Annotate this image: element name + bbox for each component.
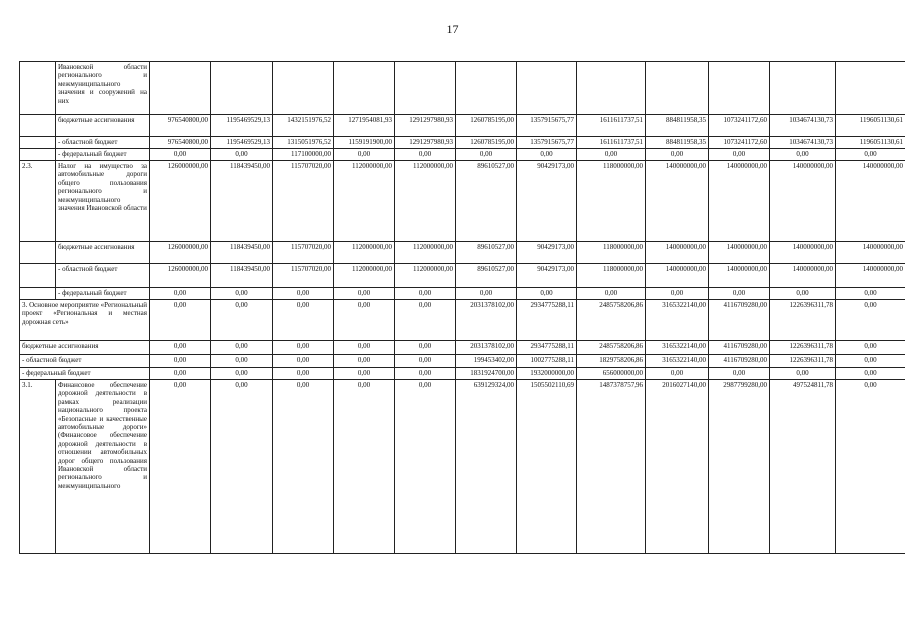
- value-cell: 1196051130,61: [836, 137, 905, 149]
- table-row: [20, 161, 905, 242]
- value-cell: 118000000,00: [577, 242, 646, 264]
- value-cell: 118000000,00: [577, 264, 646, 288]
- value-cell: 0,00: [273, 355, 334, 368]
- value-cell: 1196051130,61: [836, 115, 905, 137]
- value-cell: 1073241172,60: [709, 137, 770, 149]
- value-cell: 4116709280,00: [709, 355, 770, 368]
- value-cell: 115707020,00: [273, 242, 334, 264]
- value-cell: 1357915675,77: [517, 115, 577, 137]
- value-cell: 1260785195,00: [456, 115, 517, 137]
- value-cell: 0,00: [577, 149, 646, 161]
- table-row: [20, 300, 905, 341]
- value-cell: [770, 62, 836, 115]
- value-cell: 140000000,00: [646, 161, 709, 242]
- value-cell: 0,00: [709, 288, 770, 300]
- value-cell: 1611611737,51: [577, 137, 646, 149]
- value-cell: 0,00: [836, 300, 905, 341]
- row-label: бюджетные ассигнования: [56, 115, 150, 137]
- value-cell: 126000000,00: [150, 161, 211, 242]
- value-cell: [150, 62, 211, 115]
- budget-table: [19, 61, 905, 554]
- value-cell: 0,00: [395, 288, 456, 300]
- value-cell: 1073241172,60: [709, 115, 770, 137]
- value-cell: 1226396311,78: [770, 300, 836, 341]
- value-cell: 2485758206,86: [577, 341, 646, 355]
- value-cell: 884811958,35: [646, 137, 709, 149]
- value-cell: 2485758206,86: [577, 300, 646, 341]
- budget-table-body: [20, 62, 905, 554]
- table-row: [20, 137, 905, 149]
- value-cell: 199453402,00: [456, 355, 517, 368]
- value-cell: 0,00: [334, 149, 395, 161]
- value-cell: 140000000,00: [770, 264, 836, 288]
- value-cell: 0,00: [150, 341, 211, 355]
- value-cell: 0,00: [577, 288, 646, 300]
- value-cell: 0,00: [273, 341, 334, 355]
- value-cell: 126000000,00: [150, 264, 211, 288]
- value-cell: 0,00: [517, 149, 577, 161]
- value-cell: 0,00: [334, 288, 395, 300]
- row-index-empty: [20, 242, 56, 264]
- table-row: [20, 115, 905, 137]
- value-cell: 0,00: [836, 368, 905, 380]
- row-label: - областной бюджет: [20, 355, 150, 368]
- value-cell: 140000000,00: [836, 264, 905, 288]
- row-index-empty: [20, 264, 56, 288]
- value-cell: 0,00: [456, 288, 517, 300]
- value-cell: 0,00: [836, 341, 905, 355]
- value-cell: 0,00: [211, 368, 273, 380]
- value-cell: [334, 62, 395, 115]
- table-row: [20, 341, 905, 355]
- value-cell: 0,00: [150, 380, 211, 554]
- value-cell: 1291297980,93: [395, 115, 456, 137]
- value-cell: 0,00: [770, 149, 836, 161]
- value-cell: 1195469529,13: [211, 115, 273, 137]
- value-cell: 118439450,00: [211, 161, 273, 242]
- row-index-empty: [20, 149, 56, 161]
- value-cell: 4116709280,00: [709, 341, 770, 355]
- row-index-empty: [20, 115, 56, 137]
- row-label: 3. Основное мероприятие «Региональный проект «Региональная и местная дорожная сеть»: [20, 300, 150, 341]
- row-label: - федеральный бюджет: [56, 149, 150, 161]
- row-label: бюджетные ассигнования: [56, 242, 150, 264]
- value-cell: 0,00: [770, 288, 836, 300]
- row-index: 2.3.: [20, 161, 56, 242]
- value-cell: 89610527,00: [456, 264, 517, 288]
- value-cell: 3165322140,00: [646, 341, 709, 355]
- page-number: 17: [446, 22, 459, 36]
- row-label: Налог на имущество за автомобильные дороги общего пользования регионального и межмуниципального значения Ивановской области: [56, 161, 150, 242]
- value-cell: 0,00: [334, 380, 395, 554]
- value-cell: 90429173,00: [517, 161, 577, 242]
- row-label: - областной бюджет: [56, 264, 150, 288]
- value-cell: 0,00: [395, 380, 456, 554]
- value-cell: 1432151976,52: [273, 115, 334, 137]
- value-cell: 115707020,00: [273, 264, 334, 288]
- value-cell: 1034674130,73: [770, 137, 836, 149]
- row-label: - федеральный бюджет: [20, 368, 150, 380]
- value-cell: 0,00: [456, 149, 517, 161]
- value-cell: 90429173,00: [517, 264, 577, 288]
- value-cell: 0,00: [150, 368, 211, 380]
- value-cell: 112000000,00: [334, 264, 395, 288]
- value-cell: 0,00: [211, 341, 273, 355]
- row-label: Ивановской области регионального и межмуниципального значения и сооружений на них: [56, 62, 150, 115]
- value-cell: 89610527,00: [456, 242, 517, 264]
- value-cell: 0,00: [395, 368, 456, 380]
- value-cell: 112000000,00: [334, 242, 395, 264]
- value-cell: 0,00: [334, 355, 395, 368]
- value-cell: 0,00: [395, 355, 456, 368]
- value-cell: 3165322140,00: [646, 355, 709, 368]
- value-cell: 1159191900,00: [334, 137, 395, 149]
- value-cell: [211, 62, 273, 115]
- value-cell: 2016027140,00: [646, 380, 709, 554]
- value-cell: [577, 62, 646, 115]
- value-cell: 112000000,00: [334, 161, 395, 242]
- value-cell: [456, 62, 517, 115]
- value-cell: 140000000,00: [709, 264, 770, 288]
- value-cell: 0,00: [770, 368, 836, 380]
- value-cell: 0,00: [211, 288, 273, 300]
- value-cell: 2987799280,00: [709, 380, 770, 554]
- value-cell: 117100000,00: [273, 149, 334, 161]
- value-cell: [273, 62, 334, 115]
- value-cell: 2031378102,00: [456, 341, 517, 355]
- value-cell: [836, 62, 905, 115]
- table-row: [20, 62, 905, 115]
- value-cell: 4116709280,00: [709, 300, 770, 341]
- value-cell: 1260785195,00: [456, 137, 517, 149]
- value-cell: 0,00: [150, 149, 211, 161]
- table-row: [20, 288, 905, 300]
- value-cell: 884811958,35: [646, 115, 709, 137]
- value-cell: 118439450,00: [211, 242, 273, 264]
- value-cell: 0,00: [709, 368, 770, 380]
- value-cell: 0,00: [334, 368, 395, 380]
- value-cell: 0,00: [836, 149, 905, 161]
- row-index-empty: [20, 288, 56, 300]
- value-cell: 112000000,00: [395, 161, 456, 242]
- value-cell: 0,00: [334, 341, 395, 355]
- value-cell: 1226396311,78: [770, 341, 836, 355]
- value-cell: 1002775288,11: [517, 355, 577, 368]
- value-cell: 2031378102,00: [456, 300, 517, 341]
- table-row: [20, 368, 905, 380]
- value-cell: 118439450,00: [211, 264, 273, 288]
- value-cell: 89610527,00: [456, 161, 517, 242]
- value-cell: 0,00: [836, 355, 905, 368]
- value-cell: 1611611737,51: [577, 115, 646, 137]
- row-label: бюджетные ассигнования: [20, 341, 150, 355]
- value-cell: 1034674130,73: [770, 115, 836, 137]
- row-label: - областной бюджет: [56, 137, 150, 149]
- value-cell: 140000000,00: [646, 242, 709, 264]
- value-cell: 112000000,00: [395, 264, 456, 288]
- value-cell: 1195469529,13: [211, 137, 273, 149]
- value-cell: 1315051976,52: [273, 137, 334, 149]
- value-cell: 112000000,00: [395, 242, 456, 264]
- value-cell: 0,00: [150, 288, 211, 300]
- value-cell: 140000000,00: [709, 161, 770, 242]
- value-cell: 0,00: [273, 380, 334, 554]
- value-cell: 0,00: [273, 300, 334, 341]
- value-cell: 0,00: [646, 149, 709, 161]
- value-cell: 3165322140,00: [646, 300, 709, 341]
- value-cell: [646, 62, 709, 115]
- value-cell: 0,00: [836, 288, 905, 300]
- value-cell: 0,00: [211, 149, 273, 161]
- value-cell: 140000000,00: [709, 242, 770, 264]
- value-cell: 0,00: [211, 300, 273, 341]
- value-cell: 140000000,00: [646, 264, 709, 288]
- row-index: 3.1.: [20, 380, 56, 554]
- value-cell: 1271954081,93: [334, 115, 395, 137]
- value-cell: 0,00: [395, 149, 456, 161]
- value-cell: 639129324,00: [456, 380, 517, 554]
- table-row: [20, 242, 905, 264]
- value-cell: 0,00: [646, 288, 709, 300]
- table-row: [20, 380, 905, 554]
- value-cell: 2934775288,11: [517, 341, 577, 355]
- value-cell: 0,00: [646, 368, 709, 380]
- value-cell: 126000000,00: [150, 242, 211, 264]
- value-cell: 140000000,00: [770, 161, 836, 242]
- value-cell: [709, 62, 770, 115]
- row-label: Финансовое обеспечение дорожной деятельности в рамках реализации национального проекта «Безопасные и качественные автомобильные дороги» (Финансовое обеспечение дорожной деятельности в отношении автомобильных дорог общего пользования Ивановской области регионального и межмуниципального: [56, 380, 150, 554]
- value-cell: [395, 62, 456, 115]
- value-cell: 656000000,00: [577, 368, 646, 380]
- value-cell: 140000000,00: [836, 242, 905, 264]
- value-cell: 118000000,00: [577, 161, 646, 242]
- row-index-empty: [20, 137, 56, 149]
- value-cell: 1505502110,69: [517, 380, 577, 554]
- value-cell: 0,00: [334, 300, 395, 341]
- value-cell: 976540800,00: [150, 137, 211, 149]
- value-cell: 1831924700,00: [456, 368, 517, 380]
- value-cell: [517, 62, 577, 115]
- value-cell: 1932000000,00: [517, 368, 577, 380]
- value-cell: 1829758206,86: [577, 355, 646, 368]
- value-cell: 1226396311,78: [770, 355, 836, 368]
- row-label: - федеральный бюджет: [56, 288, 150, 300]
- value-cell: 1487378757,96: [577, 380, 646, 554]
- value-cell: 0,00: [273, 368, 334, 380]
- value-cell: 497524811,78: [770, 380, 836, 554]
- value-cell: 90429173,00: [517, 242, 577, 264]
- table-row: [20, 264, 905, 288]
- value-cell: 0,00: [395, 300, 456, 341]
- value-cell: 0,00: [273, 288, 334, 300]
- value-cell: 1357915675,77: [517, 137, 577, 149]
- value-cell: 0,00: [150, 300, 211, 341]
- value-cell: 0,00: [211, 380, 273, 554]
- table-row: [20, 355, 905, 368]
- value-cell: 140000000,00: [836, 161, 905, 242]
- value-cell: 2934775288,11: [517, 300, 577, 341]
- row-index-empty: [20, 62, 56, 115]
- value-cell: 0,00: [517, 288, 577, 300]
- value-cell: 0,00: [836, 380, 905, 554]
- value-cell: 0,00: [709, 149, 770, 161]
- value-cell: 115707020,00: [273, 161, 334, 242]
- value-cell: 0,00: [150, 355, 211, 368]
- table-row: [20, 149, 905, 161]
- value-cell: 1291297980,93: [395, 137, 456, 149]
- value-cell: 140000000,00: [770, 242, 836, 264]
- value-cell: 0,00: [211, 355, 273, 368]
- value-cell: 0,00: [395, 341, 456, 355]
- value-cell: 976540800,00: [150, 115, 211, 137]
